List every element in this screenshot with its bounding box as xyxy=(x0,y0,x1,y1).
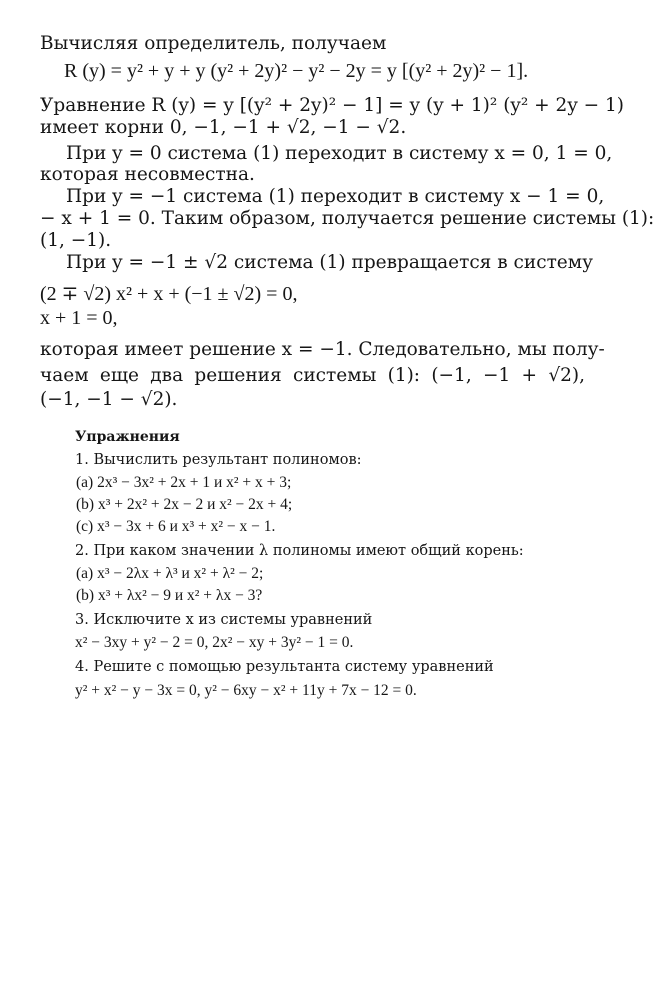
text-line-roots: имеет корни 0, −1, −1 + √2, −1 − √2. xyxy=(40,117,407,138)
exercise-3: 3. Исключите x из системы уравнений xyxy=(75,612,373,628)
exercise-2b: (b) x³ + λx² − 9 и x² + λx − 3? xyxy=(76,587,263,604)
exercise-2: 2. При каком значении λ полиномы имеют общий корень: xyxy=(75,543,524,559)
exercise-4: 4. Решите с помощью результанта систему уравнений xyxy=(75,659,494,675)
text-line-case-y0: При y = 0 система (1) переходит в систему x = 0, 1 = 0, xyxy=(66,143,613,164)
formula-system-eq1: (2 ∓ √2) x² + x + (−1 ± √2) = 0, xyxy=(40,283,298,305)
text-line-case-ym1: При y = −1 система (1) переходит в систему x − 1 = 0, xyxy=(66,186,605,207)
text-line-intro: Вычисляя определитель, получаем xyxy=(40,33,387,54)
text-line-solution-intro: − x + 1 = 0. Таким образом, получается решение системы (1): xyxy=(40,208,654,229)
exercise-2a: (a) x³ − 2λx + λ³ и x² + λ² − 2; xyxy=(76,565,264,582)
text-line-equation: Уравнение R (y) = y [(y² + 2y)² − 1] = y (y + 1)² (y² + 2y − 1) xyxy=(40,95,625,116)
exercise-3-formula: x² − 3xy + y² − 2 = 0, 2x² − xy + 3y² − 1 = 0. xyxy=(75,634,354,651)
text-line-case-sqrt2: При y = −1 ± √2 система (1) превращается в систему xyxy=(66,252,594,273)
text-line-inconsistent: которая несовместна. xyxy=(40,164,255,185)
formula-determinant: R (y) = y² + y + y (y² + 2y)² − y² − 2y = y [(y² + 2y)² − 1]. xyxy=(64,60,529,82)
exercise-1a: (a) 2x³ − 3x² + 2x + 1 и x² + x + 3; xyxy=(76,474,292,491)
text-line-solution-1: (1, −1). xyxy=(40,230,112,251)
exercises-heading: Упражнения xyxy=(75,429,180,445)
text-line-two-solutions: чаем еще два решения системы (1): (−1, −1 + √2), xyxy=(40,365,585,386)
exercise-1c: (c) x³ − 3x + 6 и x³ + x² − x − 1. xyxy=(76,518,276,535)
text-line-has-solution: которая имеет решение x = −1. Следовательно, мы полу- xyxy=(40,339,605,360)
text-line-last-solution: (−1, −1 − √2). xyxy=(40,389,178,410)
formula-system-eq2: x + 1 = 0, xyxy=(40,307,118,329)
exercise-1b: (b) x³ + 2x² + 2x − 2 и x² − 2x + 4; xyxy=(76,496,293,513)
exercise-4-formula: y² + x² − y − 3x = 0, y² − 6xy − x² + 11y + 7x − 12 = 0. xyxy=(75,682,417,699)
exercise-1: 1. Вычислить результант полиномов: xyxy=(75,452,362,468)
